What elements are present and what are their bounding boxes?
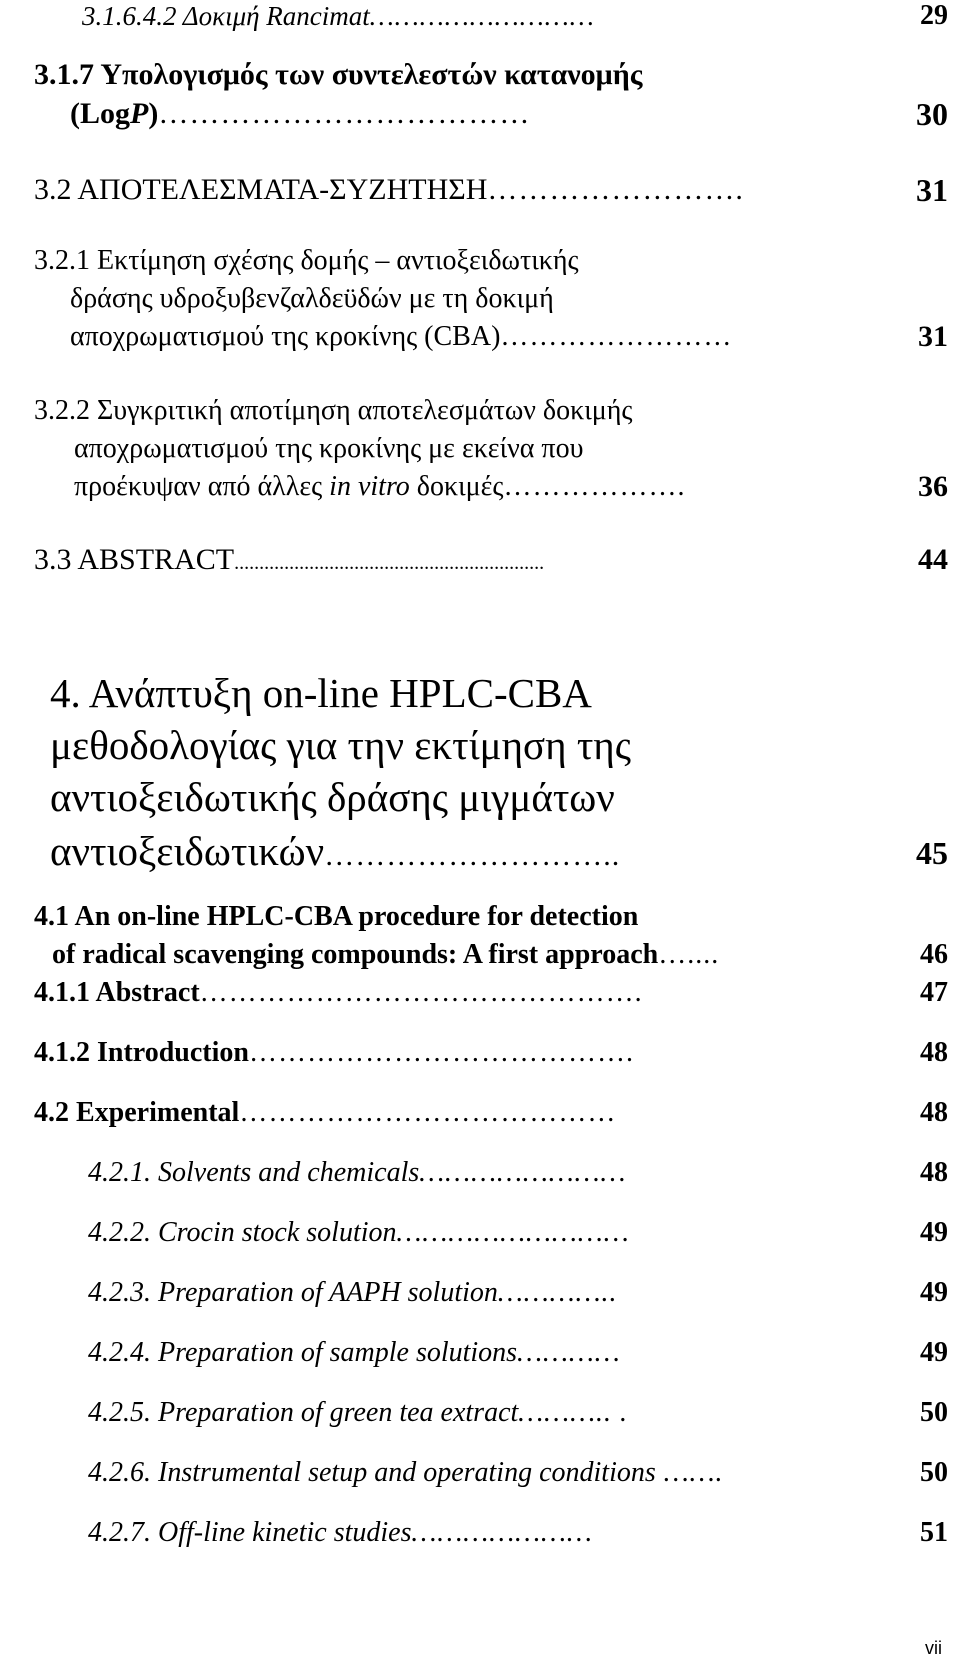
toc-entry-3-3[interactable] [0, 542, 960, 578]
toc-chapter-4-cont2 [0, 772, 960, 822]
toc-chapter-label-cont: μεθοδολογίας για την εκτίμηση της [50, 722, 631, 768]
toc-entry-4-2-2[interactable] [0, 1216, 960, 1250]
toc-page-number: 36 [918, 470, 948, 503]
toc-page-number: 31 [916, 172, 948, 208]
toc-entry-label: 4.2.1. Solvents and chemicals…………………… [88, 1157, 627, 1188]
toc-entry-label: 4.1.1 Abstract………………………………………. [34, 977, 643, 1008]
toc-page-number: 48 [920, 1097, 948, 1128]
footer-page-number: vii [925, 1638, 942, 1658]
toc-entry-4-1-1[interactable] [0, 976, 960, 1010]
toc-page-number: 44 [918, 543, 948, 576]
toc-entry-label: 4.1.2 Introduction…………………………………. [34, 1037, 634, 1068]
toc-chapter-label: 4. Ανάπτυξη on-line HPLC-CBA [50, 670, 592, 716]
toc-entry-label-cont: αποχρωματισμού της κροκίνης με εκείνα που [74, 433, 584, 464]
toc-chapter-4-cont [0, 720, 960, 770]
toc-entry-label: 4.2.4. Preparation of sample solutions………… [88, 1337, 621, 1368]
toc-entry-label: 4.1 An on-line HPLC-CBA procedure for detection [34, 901, 639, 932]
toc-entry-4-2[interactable] [0, 1096, 960, 1130]
toc-entry-label: 3.1.7 Υπολογισμός των συντελεστών κατανομής [34, 58, 643, 91]
toc-chapter-4[interactable] [0, 668, 960, 718]
toc-entry-label: 3.1.6.4.2 Δοκιμή Rancimat……………………… [82, 1, 595, 31]
toc-page-number: 48 [920, 1037, 948, 1068]
toc-entry-3-1-7[interactable] [0, 57, 960, 93]
toc-chapter-4-cont3[interactable] [0, 826, 960, 876]
toc-page-number: 47 [920, 977, 948, 1008]
toc-entry-4-1-cont[interactable] [0, 938, 960, 972]
toc-chapter-label-cont: αντιοξειδωτικής δράσης μιγμάτων [50, 774, 615, 820]
toc-entry-4-1-2[interactable] [0, 1036, 960, 1070]
toc-entry-3-2-2-cont2[interactable] [0, 470, 960, 504]
toc-entry-3-2-1-cont [0, 282, 960, 316]
toc-page-number: 48 [920, 1157, 948, 1188]
toc-entry-label: 3.2.2 Συγκριτική αποτίμηση αποτελεσμάτων δοκιμής [34, 395, 633, 426]
toc-entry-label-cont: αποχρωματισμού της κροκίνης (CBA)…………………… [70, 321, 733, 352]
toc-entry-label: 3.2.1 Εκτίμηση σχέσης δομής – αντιοξειδωτικής [34, 245, 579, 276]
toc-page-number: 49 [920, 1337, 948, 1368]
toc-entry-4-2-1[interactable] [0, 1156, 960, 1190]
toc-page-number: 30 [916, 96, 948, 132]
toc-entry-label-cont: δράσης υδροξυβενζαλδεϋδών με τη δοκιμή [70, 283, 554, 314]
toc-entry-label: 4.2.3. Preparation of AAPH solution………….. [88, 1277, 618, 1308]
toc-page-number: 31 [918, 320, 948, 353]
toc-entry-label: 3.2 ΑΠΟΤΕΛΕΣΜΑΤΑ-ΣΥΖΗΤΗΣΗ……………………. [34, 173, 744, 206]
toc-chapter-label-cont: αντιοξειδωτικών……………………….. [50, 828, 621, 874]
toc-entry-4-2-7[interactable] [0, 1516, 960, 1550]
toc-page-number: 45 [916, 835, 948, 871]
toc-entry-label: 4.2.2. Crocin stock solution……………………… [88, 1217, 630, 1248]
toc-entry-label: 4.2 Experimental………………………………… [34, 1097, 617, 1128]
toc-entry-label-cont: προέκυψαν από άλλες in vitro δοκιμές………………. [74, 471, 686, 502]
toc-entry-3-2-2-cont [0, 432, 960, 466]
toc-page-number: 50 [920, 1457, 948, 1488]
toc-entry-4-2-4[interactable] [0, 1336, 960, 1370]
toc-page-number: 49 [920, 1277, 948, 1308]
toc-page-number: 46 [920, 939, 948, 970]
toc-entry-4-2-3[interactable] [0, 1276, 960, 1310]
toc-page-number: 49 [920, 1217, 948, 1248]
toc-entry-label: 3.3 ABSTRACT.............................................................. [34, 543, 545, 576]
toc-entry-3-2-1[interactable] [0, 244, 960, 278]
toc-page-number: 50 [920, 1397, 948, 1428]
toc-entry-3-1-7-cont[interactable] [0, 96, 960, 132]
toc-entry-4-2-5[interactable] [0, 1396, 960, 1430]
toc-page-number: 29 [920, 0, 948, 31]
toc-entry-4-1[interactable] [0, 900, 960, 934]
toc-entry-3-2-1-cont2[interactable] [0, 320, 960, 354]
toc-entry-label: 4.2.7. Off-line kinetic studies………………… [88, 1517, 593, 1548]
toc-page-number: 51 [920, 1517, 948, 1548]
toc-entry-4-2-6[interactable] [0, 1456, 960, 1490]
toc-entry-label-cont: of radical scavenging compounds: A first approach….... [52, 939, 720, 970]
toc-entry-3-1-6-4-2[interactable] [0, 0, 960, 32]
toc-entry-label-cont: (LogP)……………………………… [70, 97, 531, 130]
toc-entry-3-2-2[interactable] [0, 394, 960, 428]
toc-entry-3-2[interactable] [0, 172, 960, 208]
toc-entry-label: 4.2.6. Instrumental setup and operating conditions ……. [88, 1457, 724, 1488]
toc-entry-label: 4.2.5. Preparation of green tea extract……….. . [88, 1397, 628, 1428]
